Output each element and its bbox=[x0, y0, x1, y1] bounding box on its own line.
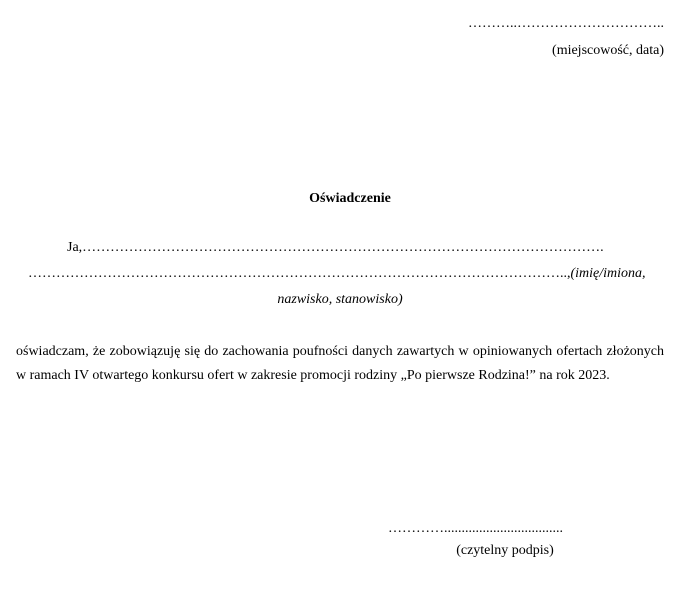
name-dots: …………………………………………………………………………………………………….., bbox=[28, 266, 571, 281]
declarant-name-line bbox=[67, 239, 604, 257]
document-title: Oświadczenie bbox=[309, 191, 391, 206]
place-date-label: (miejscowość, data) bbox=[552, 43, 664, 58]
ja-dots: …………………………………………………………………………………………………. bbox=[82, 240, 604, 255]
signature-line: ………….................................. bbox=[388, 521, 563, 536]
ja-prefix: Ja, bbox=[67, 240, 83, 255]
signature-label: (czytelny podpis) bbox=[456, 543, 554, 558]
declarant-details-line bbox=[28, 265, 646, 283]
place-date-line: ………..………………………….. bbox=[468, 16, 664, 31]
declaration-body: oświadczam, że zobowiązuję się do zachowania poufności danych zawartych w opiniowanych ofertach złożonych w ramach IV otwartego konkursu ofert w zakresie promocji rodziny „Po pierwsze Rodzina!” na rok 2023. bbox=[16, 344, 664, 383]
name-label-part2: nazwisko, stanowisko) bbox=[277, 292, 403, 307]
name-label-part1: (imię/imiona, bbox=[570, 266, 646, 281]
